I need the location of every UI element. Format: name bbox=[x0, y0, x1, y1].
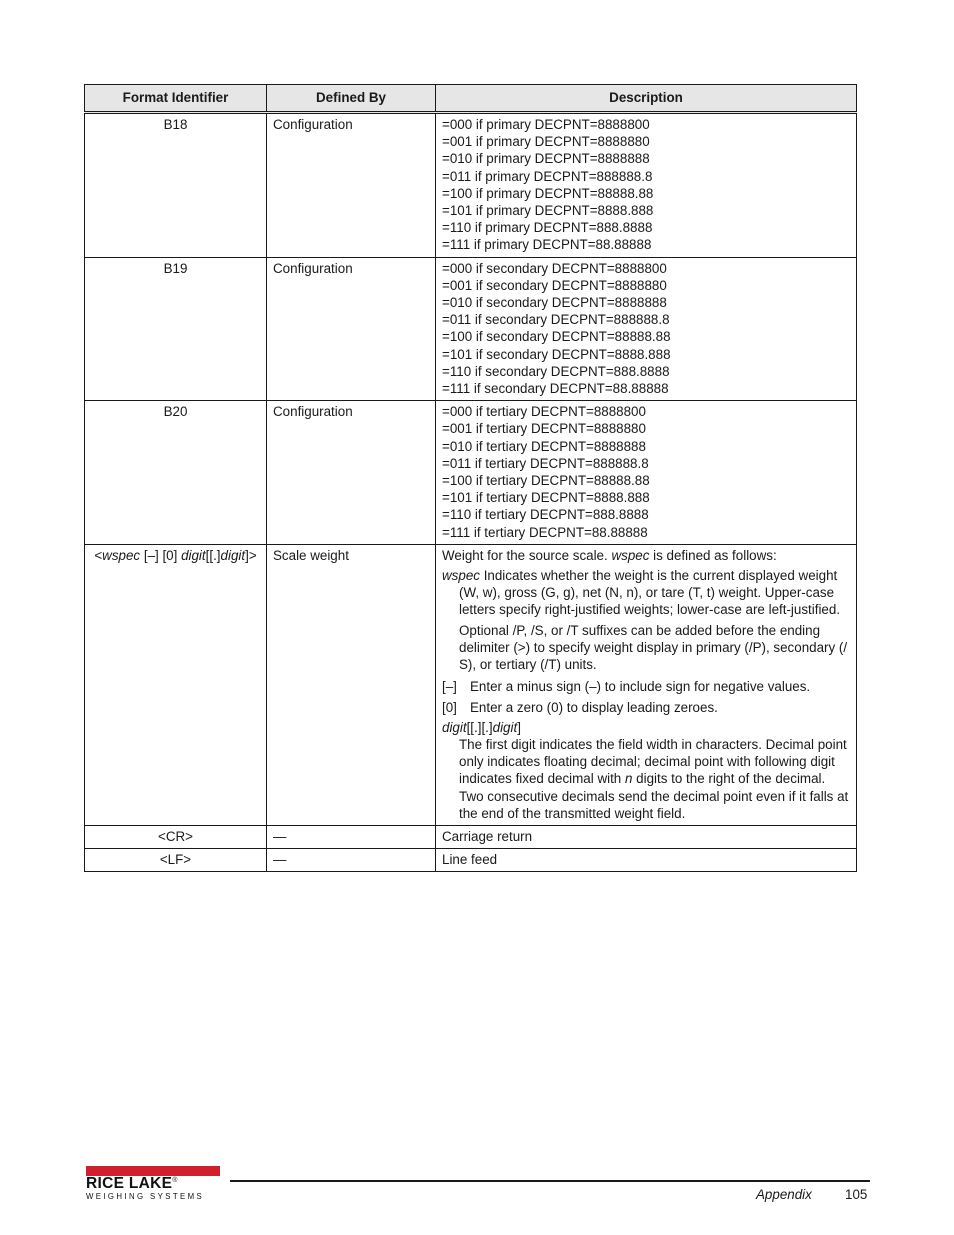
description-line: =111 if secondary DECPNT=88.88888 bbox=[442, 381, 669, 397]
description-cell bbox=[436, 257, 857, 401]
description-line: =001 if tertiary DECPNT=8888880 bbox=[442, 421, 646, 437]
description-line: =101 if primary DECPNT=8888.888 bbox=[442, 203, 654, 219]
defined-by-cell: Configuration bbox=[267, 401, 436, 545]
description-cell bbox=[436, 401, 857, 545]
digit-syntax bbox=[442, 719, 850, 736]
zero-tag: [0] bbox=[442, 699, 457, 715]
table-row-wspec bbox=[85, 544, 857, 825]
digit-term: digit bbox=[492, 719, 518, 735]
logo-subtitle: WEIGHING SYSTEMS bbox=[86, 1192, 205, 1201]
logo-wordmark bbox=[86, 1175, 178, 1193]
description-line: =100 if primary DECPNT=88888.88 bbox=[442, 185, 654, 201]
description-line: =100 if secondary DECPNT=88888.88 bbox=[442, 329, 671, 345]
footer-section-name: Appendix bbox=[756, 1187, 812, 1202]
intro-text: Weight for the source scale. bbox=[442, 547, 612, 563]
defined-by-cell: Configuration bbox=[267, 113, 436, 258]
description-line: =000 if tertiary DECPNT=8888800 bbox=[442, 404, 646, 420]
defined-by-cell: Scale weight bbox=[267, 544, 436, 825]
id-text: [–] [0] bbox=[140, 547, 182, 563]
description-line: =011 if tertiary DECPNT=888888.8 bbox=[442, 455, 649, 471]
wspec-definition bbox=[442, 567, 850, 619]
description-line: =000 if secondary DECPNT=8888800 bbox=[442, 260, 667, 276]
footer-rule bbox=[230, 1180, 870, 1182]
table-row-b20 bbox=[85, 401, 857, 545]
format-id-cell: B19 bbox=[85, 257, 267, 401]
digit-term: digit bbox=[442, 719, 467, 735]
footer-page-number: 105 bbox=[845, 1187, 868, 1202]
description-line: =110 if tertiary DECPNT=888.8888 bbox=[442, 507, 649, 523]
description-line: =010 if tertiary DECPNT=8888888 bbox=[442, 438, 646, 454]
intro-term: wspec bbox=[611, 547, 650, 563]
id-text-italic: wspec bbox=[102, 547, 141, 563]
description-line: =111 if primary DECPNT=88.88888 bbox=[442, 237, 652, 253]
id-text: ]> bbox=[245, 547, 257, 563]
description-line: =010 if primary DECPNT=8888888 bbox=[442, 151, 650, 167]
description-line: =101 if secondary DECPNT=8888.888 bbox=[442, 346, 671, 362]
wspec-term: wspec bbox=[442, 568, 480, 584]
format-id-cell: <CR> bbox=[85, 825, 267, 848]
header-defined-by: Defined By bbox=[267, 85, 436, 113]
description-cell: Line feed bbox=[436, 849, 857, 872]
digit-desc-n: n bbox=[624, 771, 633, 787]
defined-by-cell: Configuration bbox=[267, 257, 436, 401]
description-line: =001 if secondary DECPNT=8888880 bbox=[442, 277, 667, 293]
digit-syntax-text: [[.][.] bbox=[466, 719, 493, 735]
format-id-cell bbox=[85, 544, 267, 825]
description-line: =011 if secondary DECPNT=888888.8 bbox=[442, 312, 670, 328]
description-cell bbox=[436, 113, 857, 258]
table-header-row bbox=[85, 85, 857, 113]
description-line: =101 if tertiary DECPNT=8888.888 bbox=[442, 490, 650, 506]
format-id-cell: B18 bbox=[85, 113, 267, 258]
wspec-intro bbox=[442, 547, 850, 564]
table-row-b18 bbox=[85, 113, 857, 258]
format-identifier-table bbox=[84, 84, 857, 872]
description-line: =110 if primary DECPNT=888.8888 bbox=[442, 220, 653, 236]
wspec-optional-suffix: Optional /P, /S, or /T suffixes can be added before the ending delimiter (>) to specify weight display in primary (/P), secondary (/ S), or tertiary (/T) units. bbox=[459, 622, 848, 673]
rice-lake-logo bbox=[86, 1166, 222, 1200]
description-line: =011 if primary DECPNT=888888.8 bbox=[442, 168, 653, 184]
defined-by-cell: — bbox=[267, 825, 436, 848]
intro-tail: is defined as follows: bbox=[649, 547, 777, 563]
description-line: =100 if tertiary DECPNT=88888.88 bbox=[442, 473, 650, 489]
logo-registered-mark: ® bbox=[172, 1176, 178, 1184]
header-description: Description bbox=[436, 85, 857, 113]
format-id-cell: B20 bbox=[85, 401, 267, 545]
description-line: =001 if primary DECPNT=8888880 bbox=[442, 134, 650, 150]
description-line: =010 if secondary DECPNT=8888888 bbox=[442, 295, 667, 311]
minus-option bbox=[442, 678, 850, 695]
description-cell: Carriage return bbox=[436, 825, 857, 848]
zero-desc: Enter a zero (0) to display leading zeroes. bbox=[470, 699, 718, 715]
id-text-italic: digit bbox=[181, 547, 206, 563]
digit-desc-text: digits to the right of the decimal. Two consecutive decimals send the decimal point even if it falls at the end of the transmitted weight field. bbox=[459, 771, 849, 821]
format-id-cell: <LF> bbox=[85, 849, 267, 872]
minus-desc: Enter a minus sign (–) to include sign for negative values. bbox=[470, 679, 811, 695]
description-line: =111 if tertiary DECPNT=88.88888 bbox=[442, 524, 648, 540]
minus-tag: [–] bbox=[442, 679, 457, 695]
id-text-italic: digit bbox=[220, 547, 246, 563]
wspec-desc: Indicates whether the weight is the current displayed weight (W, w), gross (G, g), net (N, n), or tare (T, t) weight. Upper-case letters specify right-justified weights; lower-case are left-justified. bbox=[459, 568, 841, 618]
table-row-b19 bbox=[85, 257, 857, 401]
description-line: =110 if secondary DECPNT=888.8888 bbox=[442, 363, 670, 379]
table-row-lf bbox=[85, 849, 857, 872]
zero-option bbox=[442, 699, 850, 716]
id-text: < bbox=[94, 547, 103, 563]
logo-name-text: RICE LAKE bbox=[86, 1175, 173, 1192]
table-row-cr bbox=[85, 825, 857, 848]
header-format-identifier: Format Identifier bbox=[85, 85, 267, 113]
defined-by-cell: — bbox=[267, 849, 436, 872]
description-cell bbox=[436, 544, 857, 825]
id-text: [[.] bbox=[205, 547, 221, 563]
description-line: =000 if primary DECPNT=8888800 bbox=[442, 117, 650, 132]
digit-syntax-text: ] bbox=[517, 719, 521, 735]
digit-description bbox=[442, 736, 850, 822]
digit-desc-text: The first digit indicates the field width in characters. Decimal point only indicates floating decimal; decimal point with following digit indicates fixed decimal with bbox=[459, 736, 847, 787]
